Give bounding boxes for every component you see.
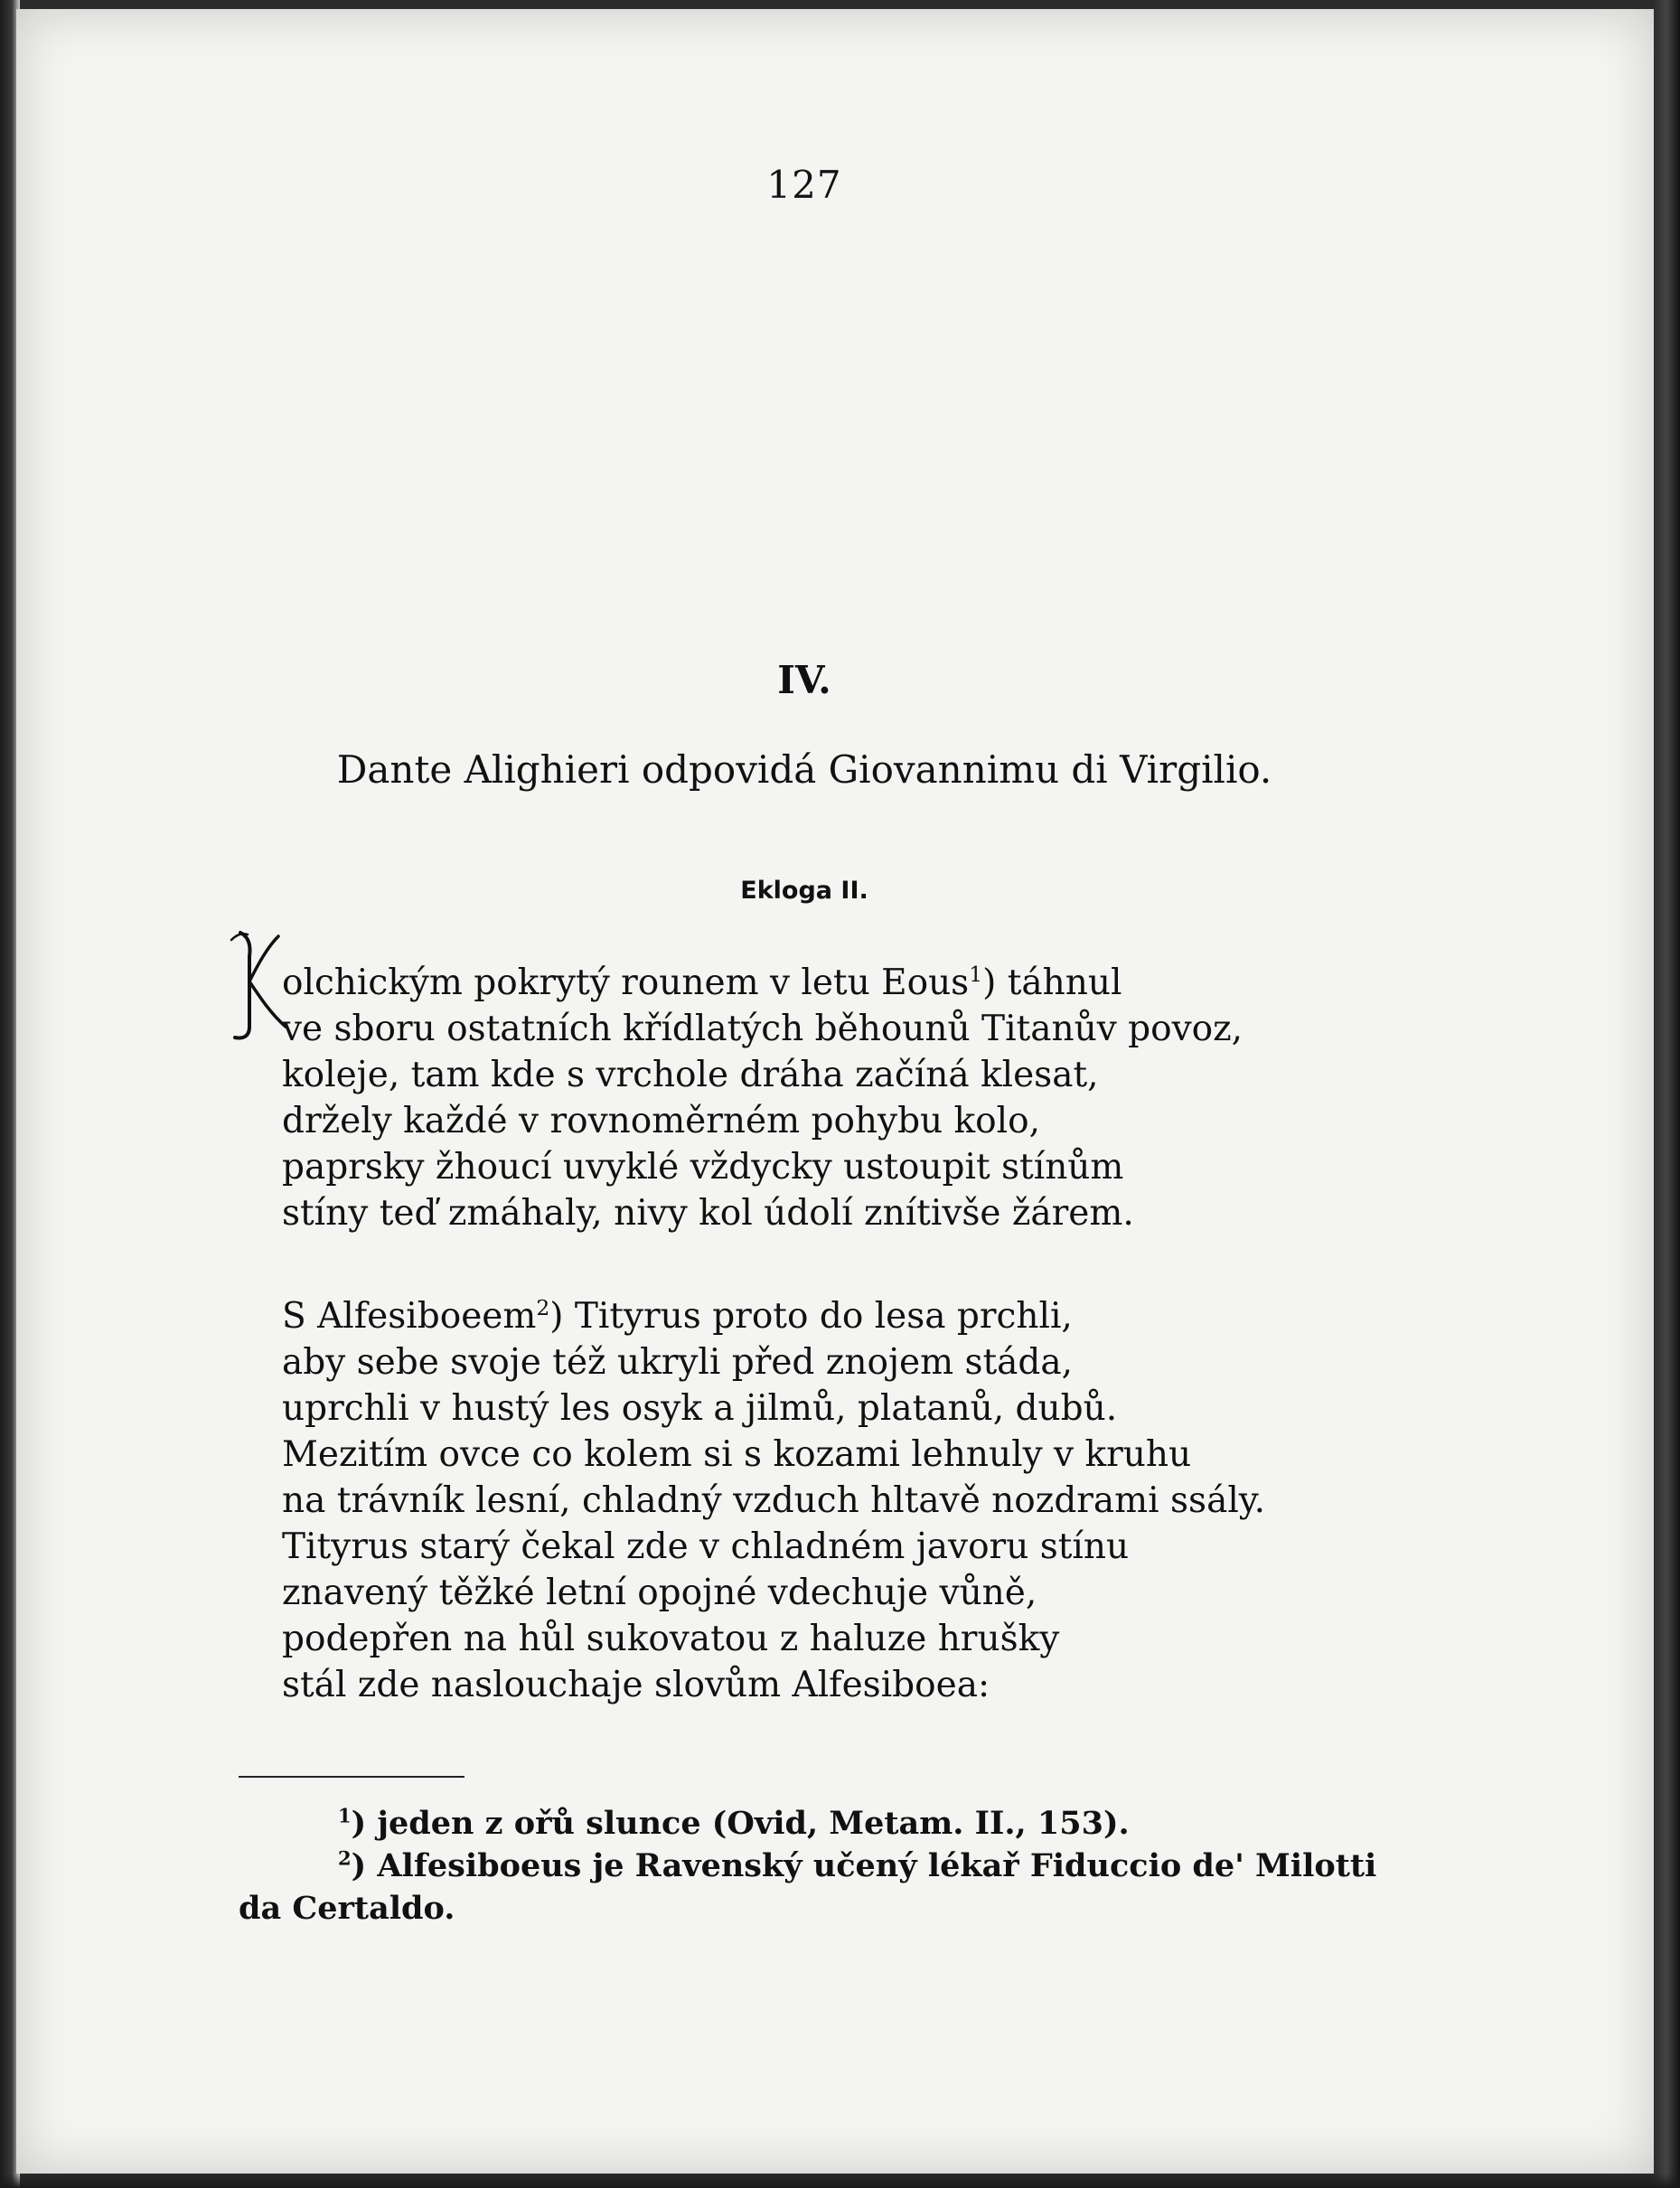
page-number: 127 xyxy=(766,163,842,207)
line-text: paprsky žhoucí uvyklé vždycky ustoupit stínům xyxy=(282,1147,1124,1188)
line-text: Mezitím ovce co kolem si s kozami lehnuly v kruhu xyxy=(282,1434,1192,1475)
poem-stanza-2 xyxy=(282,1293,1457,1708)
footnote-number: 1 xyxy=(338,1804,352,1827)
verse-line-4 xyxy=(282,1432,1457,1478)
verse-line-4 xyxy=(282,1098,1457,1144)
footnotes xyxy=(239,1802,1413,1930)
line-text: na trávník lesní, chladný vzduch hltavě nozdrami ssály. xyxy=(282,1480,1266,1521)
line-text: uprchli v hustý les osyk a jilmů, platanů, dubů. xyxy=(282,1388,1118,1429)
line-text: olchickým pokrytý rounem v letu Eous xyxy=(282,963,970,1003)
poem-stanza-1 xyxy=(282,960,1457,1236)
line-text: stál zde naslouchaje slovům Alfesiboea: xyxy=(282,1665,990,1705)
verse-line-5 xyxy=(282,1144,1457,1190)
footnote-text: ) jeden z ořů slunce (Ovid, Metam. II., 153). xyxy=(351,1805,1130,1842)
line-text: ve sboru ostatních křídlatých běhounů Titanův povoz, xyxy=(282,1009,1244,1049)
verse-line-6 xyxy=(282,1190,1457,1236)
footnote-line-1 xyxy=(239,1802,1413,1845)
chapter-subtitle: Ekloga II. xyxy=(740,877,868,905)
footnote-number: 2 xyxy=(338,1846,352,1870)
verse-line-2 xyxy=(282,1339,1457,1385)
verse-line-6 xyxy=(282,1524,1457,1570)
line-text: znavený těžké letní opojné vdechuje vůně, xyxy=(282,1573,1037,1613)
line-text: Tityrus starý čekal zde v chladném javoru stínu xyxy=(282,1526,1130,1567)
verse-line-1 xyxy=(282,960,1457,1006)
footnote-line-2 xyxy=(239,1845,1413,1887)
verse-line-1 xyxy=(282,1293,1457,1339)
dropcap-k xyxy=(224,927,287,1045)
line-text: aby sebe svoje též ukryli před znojem stáda, xyxy=(282,1342,1074,1383)
line-text: koleje, tam kde s vrchole dráha začíná klesat, xyxy=(282,1055,1099,1095)
line-text: S Alfesiboeem xyxy=(282,1296,537,1337)
footnote-divider xyxy=(239,1776,465,1778)
chapter-number: IV. xyxy=(777,658,831,702)
verse-line-3 xyxy=(282,1052,1457,1098)
page-bottom-edge-shadow xyxy=(0,2174,1680,2188)
verse-line-7 xyxy=(282,1570,1457,1616)
verse-line-3 xyxy=(282,1385,1457,1432)
line-text-continuation: ) táhnul xyxy=(982,963,1122,1003)
verse-line-9 xyxy=(282,1662,1457,1708)
page-right-edge-shadow xyxy=(1653,0,1680,2188)
line-text: stíny teď zmáhaly, nivy kol údolí znítivše žárem. xyxy=(282,1193,1134,1234)
verse-line-8 xyxy=(282,1616,1457,1662)
verse-line-2 xyxy=(282,1006,1457,1052)
line-text-continuation: ) Tityrus proto do lesa prchli, xyxy=(549,1296,1073,1337)
chapter-title: Dante Alighieri odpovidá Giovannimu di Virgilio. xyxy=(336,747,1272,792)
footnote-line-3 xyxy=(239,1887,1413,1930)
footnote-marker: 1 xyxy=(969,961,983,987)
footnote-text: ) Alfesiboeus je Ravenský učený lékař Fiduccio de' Milotti xyxy=(351,1847,1377,1884)
footnote-marker: 2 xyxy=(536,1294,550,1320)
line-text: držely každé v rovnoměrném pohybu kolo, xyxy=(282,1101,1041,1141)
footnote-text: da Certaldo. xyxy=(239,1890,455,1927)
verse-line-5 xyxy=(282,1478,1457,1524)
line-text: podepřen na hůl sukovatou z haluze hrušky xyxy=(282,1619,1060,1659)
